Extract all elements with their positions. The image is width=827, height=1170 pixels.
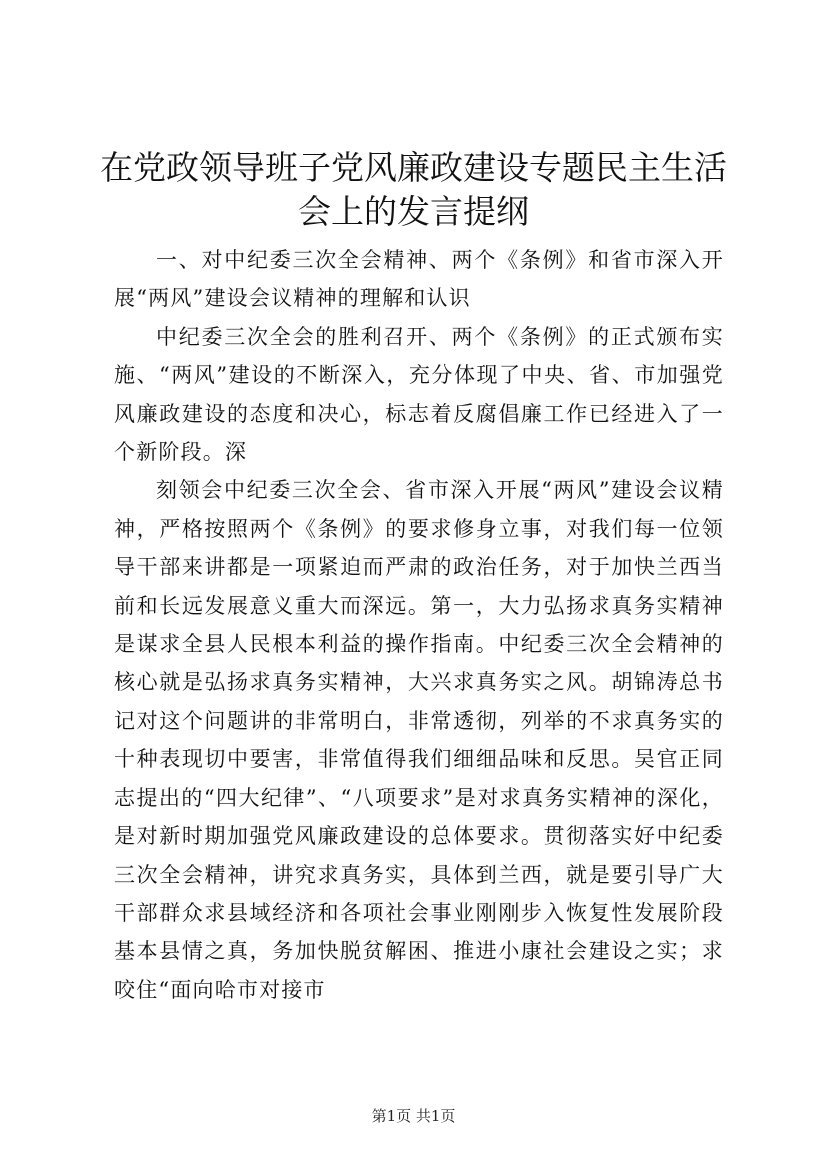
document-title: 在党政领导班子党风廉政建设专题民主生活会上的发言提纲 [100,148,727,231]
paragraph-2: 中纪委三次全会的胜利召开、两个《条例》的正式颁布实施、“两风”建设的不断深入，充分体现了中央、省、市加强党风廉政建设的态度和决心，标志着反腐倡廉工作已经进入了一个新阶段。深 [114,324,724,465]
document-body [114,241,724,1009]
paragraph-3: 刻领会中纪委三次全会、省市深入开展“两风”建设会议精神，严格按照两个《条例》的要求修身立事，对我们每一位领导干部来讲都是一项紧迫而严肃的政治任务，对于加快兰西当前和长远发展意义重大而深远。第一，大力弘扬求真务实精神是谋求全县人民根本利益的操作指南。中纪委三次全会精神的核心就是弘扬求真务实精神，大兴求真务实之风。胡锦涛总书记对这个问题讲的非常明白，非常透彻，列举的不求真务实的十种表现切中要害，非常值得我们细细品味和反思。吴官正同志提出的“四大纪律”、“八项要求”是对求真务实精神的深化，是对新时期加强党风廉政建设的总体要求。贯彻落实好中纪委三次全会精神，讲究求真务实，具体到兰西，就是要引导广大干部群众求县域经济和各项社会事业刚刚步入恢复性发展阶段基本县情之真，务加快脱贫解困、推进小康社会建设之实；求咬住“面向哈市对接市 [114,478,724,1002]
page-number-footer: 第1页 共1页 [371,1107,456,1125]
paragraph-heading-1: 一、对中纪委三次全会精神、两个《条例》和省市深入开展“两风”建设会议精神的理解和认识 [114,248,724,311]
